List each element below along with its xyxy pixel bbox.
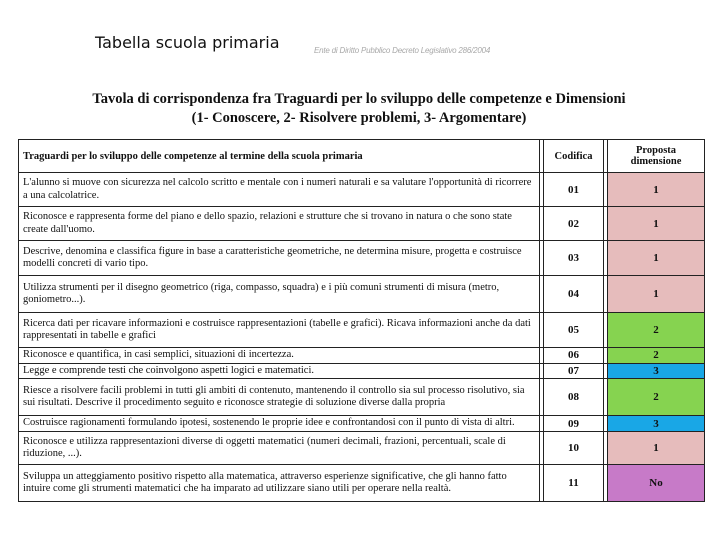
traguardo-cell: Sviluppa un atteggiamento positivo rispetto alla matematica, attraverso esperienze significative, che gli hanno fatto intuire come gli strumenti matematici che ha imparato ad utilizzare siano utili per operare nella realtà. xyxy=(19,465,540,502)
table-row xyxy=(19,173,705,207)
slide-title: Tabella scuola primaria xyxy=(95,33,280,52)
traguardo-cell: Riesce a risolvere facili problemi in tutti gli ambiti di contenuto, mantenendo il controllo sia sul processo risolutivo, sia sui risultati. Descrive il procedimento seguito e riconosce strategie di soluzione diverse dalla propria xyxy=(19,379,540,416)
table-header-row xyxy=(19,140,705,173)
codifica-cell: 02 xyxy=(544,207,604,241)
codifica-cell: 03 xyxy=(544,241,604,276)
traguardo-cell: L'alunno si muove con sicurezza nel calcolo scritto e mentale con i numeri naturali e sa valutare l'opportunità di ricorrere a una calcolatrice. xyxy=(19,173,540,207)
table-row xyxy=(19,313,705,348)
table-row xyxy=(19,241,705,276)
dimensione-cell: 3 xyxy=(608,416,705,432)
dimensione-cell: 1 xyxy=(608,207,705,241)
header-codifica: Codifica xyxy=(544,140,604,173)
table-row xyxy=(19,379,705,416)
document-title-line-2: (1- Conoscere, 2- Risolvere problemi, 3- Argomentare) xyxy=(191,110,527,126)
dimensione-cell: 1 xyxy=(608,432,705,465)
dimensione-cell: 3 xyxy=(608,363,705,379)
dimensione-cell: 2 xyxy=(608,379,705,416)
traguardo-cell: Ricerca dati per ricavare informazioni e costruisce rappresentazioni (tabelle e grafici). Ricava informazioni anche da dati rappresentati in tabelle e grafici xyxy=(19,313,540,348)
watermark: Ente di Diritto Pubblico Decreto Legislativo 286/2004 xyxy=(314,46,491,55)
traguardo-cell: Riconosce e rappresenta forme del piano e dello spazio, relazioni e strutture che si trovano in natura o che sono state create dall'uomo. xyxy=(19,207,540,241)
document-title-line-1: Tavola di corrispondenza fra Traguardi per lo sviluppo delle competenze e Dimensioni xyxy=(92,91,626,107)
table-row xyxy=(19,465,705,502)
table-row xyxy=(19,207,705,241)
traguardo-cell: Costruisce ragionamenti formulando ipotesi, sostenendo le proprie idee e confrontandosi con il punto di vista di altri. xyxy=(19,416,540,432)
codifica-cell: 10 xyxy=(544,432,604,465)
traguardo-cell: Legge e comprende testi che coinvolgono aspetti logici e matematici. xyxy=(19,363,540,379)
codifica-cell: 08 xyxy=(544,379,604,416)
traguardo-cell: Riconosce e quantifica, in casi semplici, situazioni di incertezza. xyxy=(19,348,540,364)
table-row xyxy=(19,432,705,465)
correspondence-table xyxy=(18,139,705,502)
table-row xyxy=(19,348,705,364)
codifica-cell: 05 xyxy=(544,313,604,348)
header-dimensione: Proposta dimensione xyxy=(608,140,705,173)
dimensione-cell: 1 xyxy=(608,241,705,276)
dimensione-cell: 1 xyxy=(608,173,705,207)
codifica-cell: 04 xyxy=(544,276,604,313)
traguardo-cell: Riconosce e utilizza rappresentazioni diverse di oggetti matematici (numeri decimali, frazioni, percentuali, scale di riduzione, ...). xyxy=(19,432,540,465)
dimensione-cell: 1 xyxy=(608,276,705,313)
table-row xyxy=(19,276,705,313)
traguardo-cell: Descrive, denomina e classifica figure in base a caratteristiche geometriche, ne determina misure, progetta e costruisce modelli concreti di vario tipo. xyxy=(19,241,540,276)
table-row xyxy=(19,416,705,432)
codifica-cell: 07 xyxy=(544,363,604,379)
codifica-cell: 11 xyxy=(544,465,604,502)
table-body xyxy=(19,173,705,502)
table-row xyxy=(19,363,705,379)
header-traguardi: Traguardi per lo sviluppo delle competenze al termine della scuola primaria xyxy=(19,140,540,173)
dimensione-cell: No xyxy=(608,465,705,502)
dimensione-cell: 2 xyxy=(608,348,705,364)
dimensione-cell: 2 xyxy=(608,313,705,348)
codifica-cell: 09 xyxy=(544,416,604,432)
document-title xyxy=(18,90,700,128)
codifica-cell: 06 xyxy=(544,348,604,364)
codifica-cell: 01 xyxy=(544,173,604,207)
traguardo-cell: Utilizza strumenti per il disegno geometrico (riga, compasso, squadra) e i più comuni strumenti di misura (metro, goniometro...). xyxy=(19,276,540,313)
